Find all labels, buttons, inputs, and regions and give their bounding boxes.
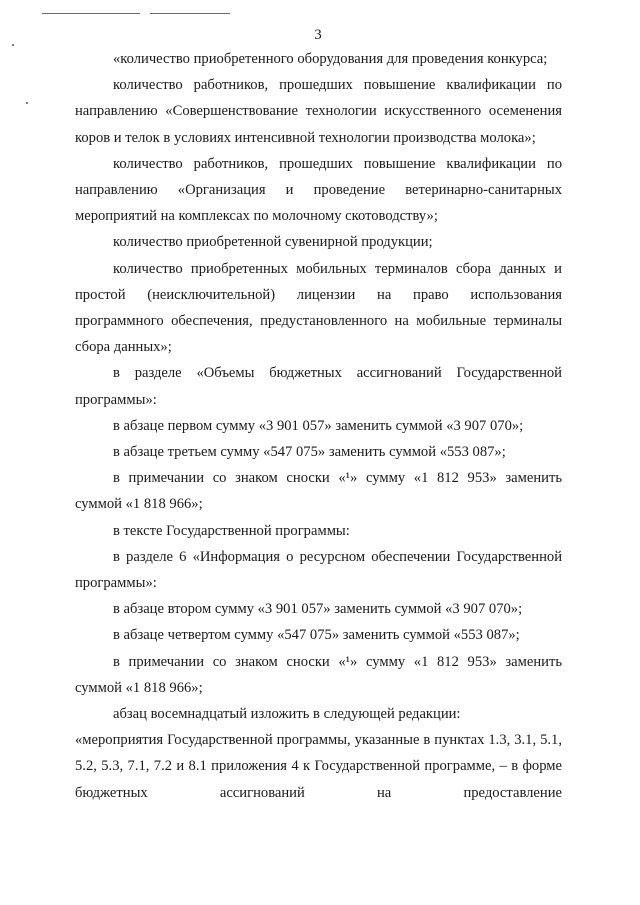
paragraph: абзац восемнадцатый изложить в следующей редакции: xyxy=(113,706,461,723)
scan-artifact-line xyxy=(42,13,140,14)
paragraph: «количество приобретенного оборудования для проведения конкурса; xyxy=(113,51,548,67)
paragraph: «мероприятия Государственной программы, указанные в пунктах 1.3, 3.1, 5.1, 5.2, 5.3, 7.1, 7.2 и 8.1 приложения 4 к Государственной программе, – в форме бюджетных ассигнований на предоставление xyxy=(75,732,562,801)
paragraph: в абзаце первом сумму «3 901 057» заменить суммой «3 907 070»; xyxy=(113,417,524,434)
paragraph: в примечании со знаком сноски «¹» сумму «1 812 953» заменить суммой «1 818 966»; xyxy=(75,470,562,513)
paragraph: в разделе «Объемы бюджетных ассигнований Государственной программы»: xyxy=(75,365,562,408)
scan-speck xyxy=(26,102,28,104)
paragraph: в абзаце третьем сумму «547 075» заменить суммой «553 087»; xyxy=(113,444,506,461)
paragraph: в абзаце втором сумму «3 901 057» заменить суммой «3 907 070»; xyxy=(113,601,523,618)
paragraph: в разделе 6 «Информация о ресурсном обеспечении Государственной программы»: xyxy=(75,548,562,592)
paragraph: в примечании со знаком сноски «¹» сумму «1 812 953» заменить суммой «1 818 966»; xyxy=(75,653,562,696)
scan-speck xyxy=(12,44,14,46)
paragraph: количество работников, прошедших повышение квалификации по направлению «Организация и проведение ветеринарно-санитарных мероприятий на комплексах по молочному скотоводству»; xyxy=(75,155,562,225)
document-body xyxy=(75,46,562,806)
paragraph: количество приобретенных мобильных терминалов сбора данных и простой (неисключительной) лицензии на право использования программного обеспечения, предустановленного на мобильные терминалы сбора данных»; xyxy=(75,260,562,356)
paragraph: количество работников, прошедших повышение квалификации по направлению «Совершенствование технологии искусственного осеменения коров и телок в условиях интенсивной технологии производства молока»; xyxy=(75,77,562,146)
paragraph: в абзаце четвертом сумму «547 075» заменить суммой «553 087»; xyxy=(113,627,520,644)
paragraph: в тексте Государственной программы: xyxy=(113,522,350,539)
paragraph: количество приобретенной сувенирной продукции; xyxy=(113,234,433,251)
page-number: 3 xyxy=(314,27,322,43)
scan-artifact-line xyxy=(150,13,230,14)
